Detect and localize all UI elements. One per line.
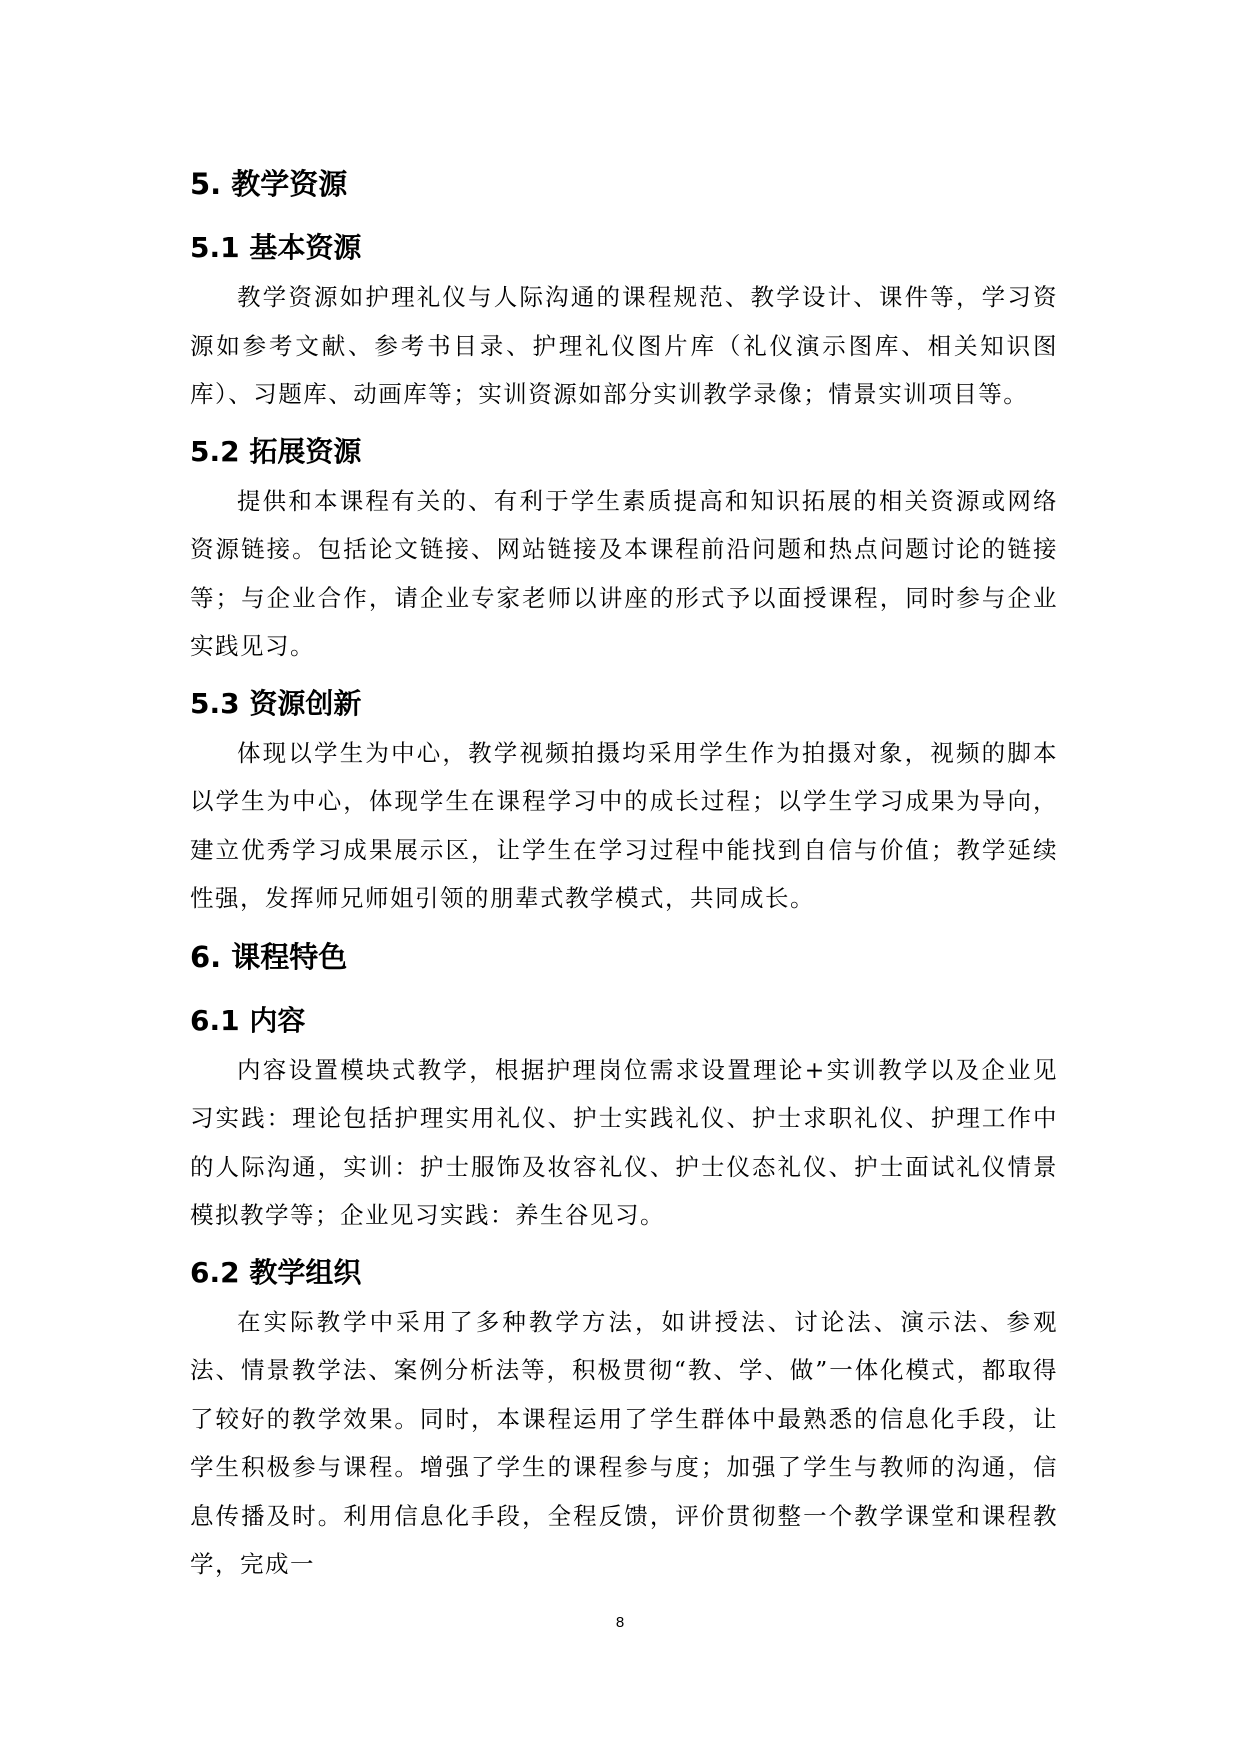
subsection-heading: 6.1 内容 — [190, 1003, 306, 1037]
section-heading: 6. 课程特色 — [190, 939, 348, 974]
subsection-6-2 — [190, 1248, 1058, 1589]
subsection-heading: 6.2 教学组织 — [190, 1255, 362, 1289]
subsection-heading: 5.2 拓展资源 — [190, 434, 362, 468]
subsection-6-1 — [190, 996, 1058, 1240]
page-content — [190, 158, 1058, 1597]
section-6 — [190, 931, 1058, 1589]
paragraph: 体现以学生为中心，教学视频拍摄均采用学生作为拍摄对象，视频的脚本以学生为中心，体现学生在课程学习中的成长过程；以学生学习成果为导向，建立优秀学习成果展示区，让学生在学习过程中能找到自信与价值；教学延续性强，发挥师兄师姐引领的朋辈式教学模式，共同成长。 — [190, 738, 1058, 912]
paragraph: 内容设置模块式教学，根据护理岗位需求设置理论+实训教学以及企业见习实践：理论包括护理实用礼仪、护士实践礼仪、护士求职礼仪、护理工作中的人际沟通，实训：护士服饰及妆容礼仪、护士仪态礼仪、护士面试礼仪情景模拟教学等；企业见习实践：养生谷见习。 — [190, 1055, 1058, 1229]
section-5 — [190, 158, 1058, 923]
paragraph: 在实际教学中采用了多种教学方法，如讲授法、讨论法、演示法、参观法、情景教学法、案例分析法等，积极贯彻“教、学、做”一体化模式，都取得了较好的教学效果。同时，本课程运用了学生群体中最熟悉的信息化手段，让学生积极参与课程。增强了学生的课程参与度；加强了学生与教师的沟通，信息传播及时。利用信息化手段，全程反馈，评价贯彻整一个教学课堂和课程教学，完成一 — [190, 1307, 1058, 1578]
section-heading: 5. 教学资源 — [190, 167, 348, 201]
page-number: 8 — [615, 1614, 625, 1631]
subsection-heading: 5.3 资源创新 — [190, 686, 362, 720]
subsection-heading: 5.1 基本资源 — [190, 231, 362, 264]
paragraph: 教学资源如护理礼仪与人际沟通的课程规范、教学设计、课件等，学习资源如参考文献、参考书目录、护理礼仪图片库（礼仪演示图库、相关知识图库）、习题库、动画库等；实训资源如部分实训教学录像；情景实训项目等。 — [190, 283, 1058, 408]
subsection-5-1 — [190, 223, 1058, 419]
subsection-5-2 — [190, 427, 1058, 671]
paragraph: 提供和本课程有关的、有利于学生素质提高和知识拓展的相关资源或网络资源链接。包括论文链接、网站链接及本课程前沿问题和热点问题讨论的链接等；与企业合作，请企业专家老师以讲座的形式予以面授课程，同时参与企业实践见习。 — [190, 486, 1058, 660]
subsection-5-3 — [190, 679, 1058, 923]
